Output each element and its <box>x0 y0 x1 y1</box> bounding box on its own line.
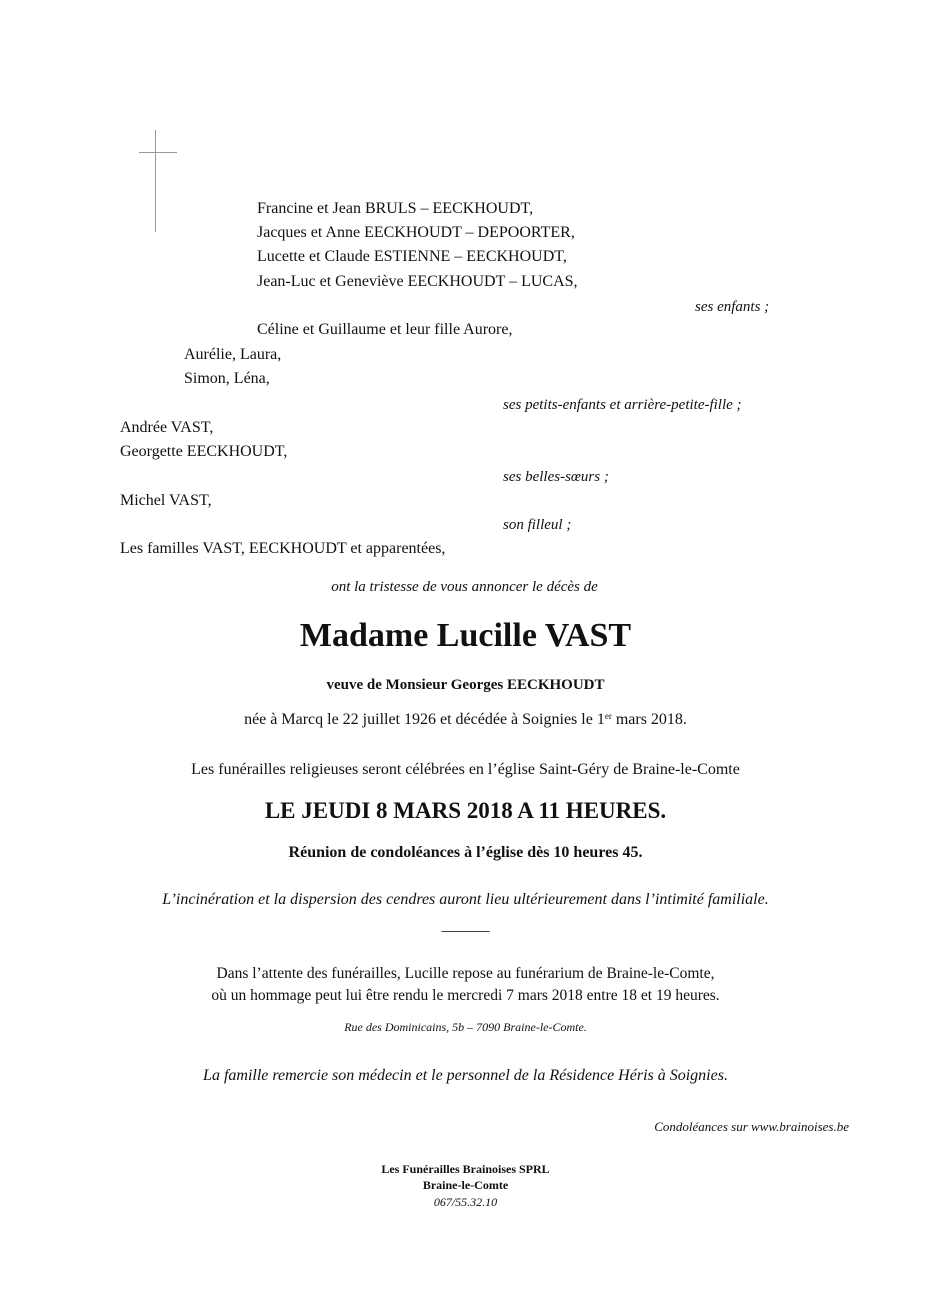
announce-text <box>0 577 931 597</box>
child-line: Jean-Luc et Geneviève EECKHOUDT – LUCAS, <box>257 273 578 290</box>
families-line: Les familles VAST, EECKHOUDT et apparentées, <box>120 540 446 557</box>
sister-in-law-line: Georgette EECKHOUDT, <box>120 443 288 460</box>
cremation-notice: L’incinération et la dispersion des cendres auront lieu ultérieurement dans l’intimité familiale. <box>162 891 769 908</box>
announce-text-span: ont la tristesse de vous annoncer le décès de <box>331 579 598 595</box>
widow-of: veuve de Monsieur Georges EECKHOUDT <box>326 677 605 693</box>
funerarium-line: Dans l’attente des funérailles, Lucille repose au funérarium de Braine-le-Comte, <box>216 965 715 982</box>
funerarium-address: Rue des Dominicains, 5b – 7090 Braine-le-Comte. <box>344 1020 587 1034</box>
grandchild-line: Céline et Guillaume et leur fille Aurore, <box>257 321 513 338</box>
funeral-intro: Les funérailles religieuses seront célébrées en l’église Saint-Géry de Braine-le-Comte <box>191 761 740 778</box>
funeral-date: LE JEUDI 8 MARS 2018 A 11 HEURES. <box>264 798 667 823</box>
child-line: Lucette et Claude ESTIENNE – EECKHOUDT, <box>257 248 567 265</box>
birth-death-end: mars 2018. <box>611 711 687 728</box>
ordinal-suffix: er <box>604 711 612 721</box>
cross-icon-bar <box>139 152 177 153</box>
deceased-name: Madame Lucille VAST <box>299 617 632 654</box>
godson-line: Michel VAST, <box>120 492 212 509</box>
online-condolences: Condoléances sur www.brainoises.be <box>654 1119 849 1134</box>
sisters-in-law-label: ses belles-sœurs ; <box>503 469 609 485</box>
child-line: Jacques et Anne EECKHOUDT – DEPOORTER, <box>257 224 575 241</box>
grandchild-line: Simon, Léna, <box>184 370 270 387</box>
grandchild-line: Aurélie, Laura, <box>184 346 282 363</box>
separator: ______ <box>441 917 490 934</box>
birth-death-text: née à Marcq le 22 juillet 1926 et décédée à Soignies le 1 <box>244 711 605 728</box>
children-label: ses enfants ; <box>695 299 770 315</box>
condolence-meeting: Réunion de condoléances à l’église dès 10 heures 45. <box>288 844 643 861</box>
footer-phone: 067/55.32.10 <box>433 1195 498 1209</box>
cross-icon <box>155 130 156 232</box>
footer-company: Les Funérailles Brainoises SPRL <box>381 1162 550 1176</box>
child-line: Francine et Jean BRULS – EECKHOUDT, <box>257 200 534 217</box>
thanks-text: La famille remercie son médecin et le personnel de la Résidence Héris à Soignies. <box>203 1067 728 1084</box>
godson-label: son filleul ; <box>503 517 572 533</box>
footer-city: Braine-le-Comte <box>422 1178 509 1192</box>
grandchildren-label: ses petits-enfants et arrière-petite-fille ; <box>503 397 742 413</box>
birth-death-line <box>0 710 931 730</box>
sister-in-law-line: Andrée VAST, <box>120 419 214 436</box>
funerarium-line: où un hommage peut lui être rendu le mercredi 7 mars 2018 entre 18 et 19 heures. <box>211 987 720 1004</box>
